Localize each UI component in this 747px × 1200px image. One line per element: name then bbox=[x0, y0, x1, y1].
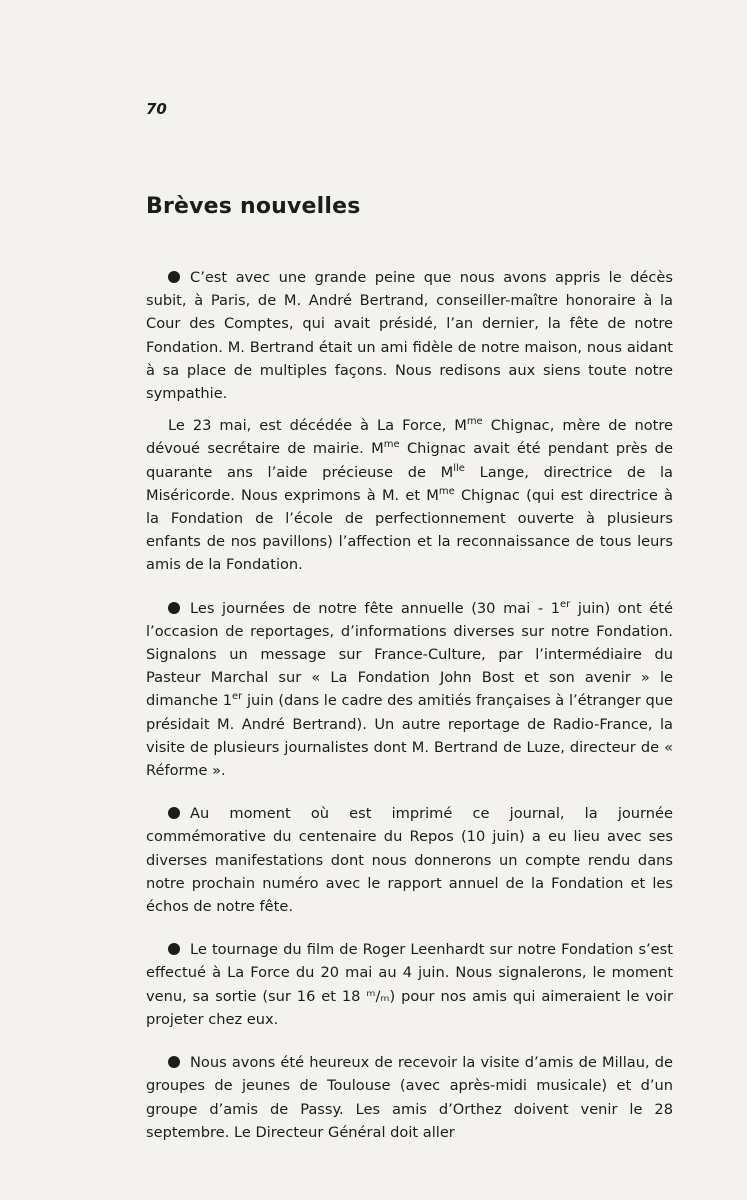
news-item-centenaire bbox=[146, 802, 673, 918]
superscript: lle bbox=[453, 462, 465, 474]
article-body bbox=[146, 266, 673, 1144]
bullet-icon bbox=[168, 602, 180, 614]
text-segment: Chignac, mère de notre dévoué secrétaire de mairie. M bbox=[146, 417, 673, 458]
news-item-bertrand bbox=[146, 266, 673, 405]
text-segment: Chignac avait été pendant près de quarante ans l’aide précieuse de M bbox=[146, 440, 673, 481]
page-title: Brèves nouvelles bbox=[146, 194, 361, 219]
superscript: er bbox=[232, 691, 243, 703]
superscript: me bbox=[466, 416, 483, 428]
news-item-visites bbox=[146, 1051, 673, 1144]
text-segment: Le 23 mai, est décédée à La Force, M bbox=[168, 417, 467, 435]
paragraph-text: C’est avec une grande peine que nous avons appris le décès subit, à Paris, de M. André Bertrand, conseiller-maître honoraire à la Cour des Comptes, qui avait présidé, l’an dernier, la fête de notre Fondation. M. Bertrand était un ami fidèle de notre maison, nous aidant à sa place de multiples façons. Nous redisons aux siens toute notre sympathie. bbox=[146, 269, 673, 403]
bullet-icon bbox=[168, 807, 180, 819]
text-segment: Lange, directrice de la Miséricorde. Nous exprimons à M. et M bbox=[146, 463, 674, 504]
news-item-chignac bbox=[146, 414, 673, 576]
paragraph-text: Le tournage du film de Roger Leenhardt sur notre Fondation s’est effectué à La Force du 20 mai au 4 juin. Nous signalerons, le moment venu, sa sortie (sur 16 et 18 ᵐ/ₘ) pour nos amis qui aimeraient le voir projeter chez eux. bbox=[146, 941, 673, 1028]
bullet-icon bbox=[168, 943, 180, 955]
news-item-fete bbox=[146, 597, 673, 783]
paragraph-text: Nous avons été heureux de recevoir la visite d’amis de Millau, de groupes de jeunes de Toulouse (avec après-midi musicale) et d’un groupe d’amis de Passy. Les amis d’Orthez doivent venir le 28 septembre. Le Directeur Général doit aller bbox=[146, 1054, 673, 1141]
superscript: er bbox=[560, 598, 571, 610]
text-segment: juin) ont été l’occasion de reportages, d’informations diverses sur notre Fondation. Signalons un message sur France-Culture, par l’intermédiaire du Pasteur Marchal sur « La Fondation John Bost et son avenir » le dimanche 1 bbox=[146, 599, 673, 710]
paragraph-text: Au moment où est imprimé ce journal, la journée commémorative du centenaire du Repos (10 juin) a eu lieu avec ses diverses manifestations dont nous donnerons un compte rendu dans notre prochain numéro avec le rapport annuel de la Fondation et les échos de notre fête. bbox=[146, 805, 673, 916]
superscript: me bbox=[438, 485, 455, 497]
text-segment: Les journées de notre fête annuelle (30 mai - 1 bbox=[190, 599, 561, 617]
bullet-icon bbox=[168, 1056, 180, 1068]
text-segment: juin (dans le cadre des amitiés françaises à l’étranger que présidait M. André Bertrand). Un autre reportage de Radio-France, la visite de plusieurs journalistes dont M. Bertrand de Luze, directeur de « Réforme ». bbox=[146, 692, 674, 780]
text-segment: Chignac (qui est directrice à la Fondation de l’école de perfectionnement ouverte à plusieurs enfants de nos pavillons) l’affection et la reconnaissance de tous leurs amis de la Fondation. bbox=[146, 486, 673, 574]
page-number: 70 bbox=[146, 100, 167, 118]
bullet-icon bbox=[168, 271, 180, 283]
news-item-film bbox=[146, 938, 673, 1031]
superscript: me bbox=[383, 439, 400, 451]
